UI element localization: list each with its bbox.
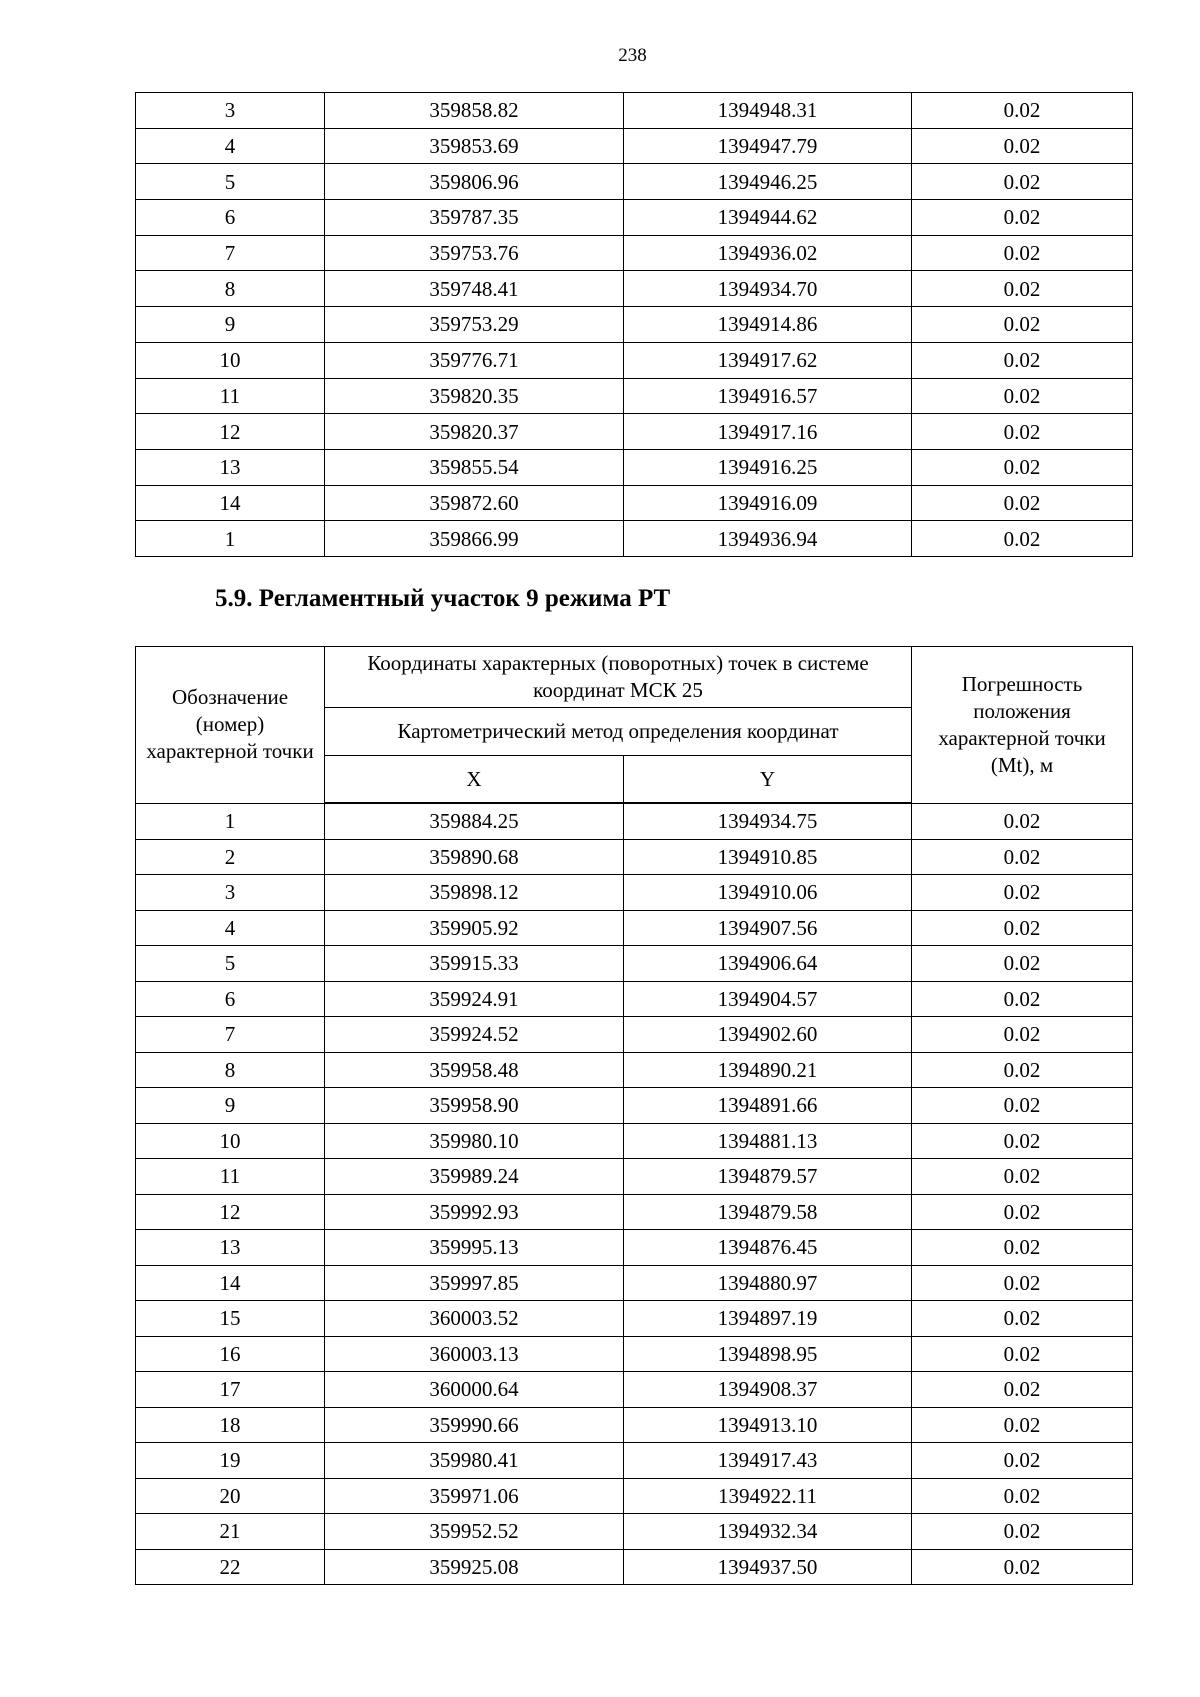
cell-point-number: 11 (136, 1159, 325, 1195)
cell-x: 359858.82 (325, 93, 624, 129)
cell-accuracy: 0.02 (912, 1549, 1133, 1585)
cell-x: 359905.92 (325, 910, 624, 946)
table-row (136, 378, 1133, 414)
cell-accuracy: 0.02 (912, 1372, 1133, 1408)
cell-y: 1394917.43 (624, 1443, 912, 1479)
cell-y: 1394879.57 (624, 1159, 912, 1195)
cell-x: 359958.90 (325, 1088, 624, 1124)
cell-point-number: 14 (136, 1265, 325, 1301)
cell-y: 1394917.16 (624, 414, 912, 450)
table-row (136, 307, 1133, 343)
cell-accuracy: 0.02 (912, 414, 1133, 450)
cell-accuracy: 0.02 (912, 307, 1133, 343)
cell-point-number: 1 (136, 803, 325, 839)
cell-y: 1394936.02 (624, 235, 912, 271)
cell-y: 1394946.25 (624, 164, 912, 200)
table-row (136, 1123, 1133, 1159)
cell-accuracy: 0.02 (912, 449, 1133, 485)
cell-accuracy: 0.02 (912, 200, 1133, 236)
cell-point-number: 22 (136, 1549, 325, 1585)
section-heading: 5.9. Регламентный участок 9 режима РТ (215, 585, 671, 612)
table-row (136, 521, 1133, 557)
cell-y: 1394936.94 (624, 521, 912, 557)
cell-point-number: 6 (136, 981, 325, 1017)
cell-point-number: 2 (136, 839, 325, 875)
table-row (136, 93, 1133, 129)
table-row (136, 1159, 1133, 1195)
header-y: Y (624, 756, 912, 804)
cell-point-number: 11 (136, 378, 325, 414)
cell-accuracy: 0.02 (912, 128, 1133, 164)
table-row (136, 803, 1133, 839)
cell-y: 1394910.06 (624, 875, 912, 911)
cell-x: 359995.13 (325, 1230, 624, 1266)
cell-accuracy: 0.02 (912, 1336, 1133, 1372)
cell-point-number: 3 (136, 93, 325, 129)
table-row (136, 875, 1133, 911)
cell-accuracy: 0.02 (912, 1478, 1133, 1514)
cell-x: 359958.48 (325, 1052, 624, 1088)
cell-x: 359925.08 (325, 1549, 624, 1585)
cell-y: 1394948.31 (624, 93, 912, 129)
table-row (136, 1336, 1133, 1372)
cell-point-number: 8 (136, 1052, 325, 1088)
table-row (136, 200, 1133, 236)
coordinates-table-continued (135, 92, 1133, 557)
cell-point-number: 13 (136, 1230, 325, 1266)
cell-y: 1394914.86 (624, 307, 912, 343)
cell-accuracy: 0.02 (912, 1194, 1133, 1230)
cell-y: 1394916.25 (624, 449, 912, 485)
cell-point-number: 5 (136, 164, 325, 200)
cell-x: 359980.10 (325, 1123, 624, 1159)
table-row (136, 1514, 1133, 1550)
table-row (136, 128, 1133, 164)
cell-x: 359992.93 (325, 1194, 624, 1230)
cell-y: 1394922.11 (624, 1478, 912, 1514)
cell-accuracy: 0.02 (912, 271, 1133, 307)
cell-x: 359989.24 (325, 1159, 624, 1195)
cell-point-number: 21 (136, 1514, 325, 1550)
cell-x: 359898.12 (325, 875, 624, 911)
cell-x: 359997.85 (325, 1265, 624, 1301)
cell-accuracy: 0.02 (912, 93, 1133, 129)
cell-point-number: 9 (136, 307, 325, 343)
cell-accuracy: 0.02 (912, 981, 1133, 1017)
cell-point-number: 7 (136, 1017, 325, 1053)
cell-point-number: 12 (136, 414, 325, 450)
cell-accuracy: 0.02 (912, 521, 1133, 557)
table-row (136, 1052, 1133, 1088)
page-number: 238 (618, 45, 647, 66)
cell-y: 1394906.64 (624, 946, 912, 982)
cell-accuracy: 0.02 (912, 235, 1133, 271)
cell-point-number: 1 (136, 521, 325, 557)
cell-point-number: 6 (136, 200, 325, 236)
cell-x: 359806.96 (325, 164, 624, 200)
table-row (136, 1230, 1133, 1266)
cell-accuracy: 0.02 (912, 342, 1133, 378)
cell-x: 359924.52 (325, 1017, 624, 1053)
cell-accuracy: 0.02 (912, 1443, 1133, 1479)
coordinates-table-continued-body (136, 93, 1133, 557)
cell-x: 359753.29 (325, 307, 624, 343)
table-row (136, 1478, 1133, 1514)
cell-accuracy: 0.02 (912, 1159, 1133, 1195)
cell-y: 1394913.10 (624, 1407, 912, 1443)
cell-x: 359915.33 (325, 946, 624, 982)
cell-x: 359853.69 (325, 128, 624, 164)
header-x: X (325, 756, 624, 804)
table-row (136, 342, 1133, 378)
cell-x: 359820.37 (325, 414, 624, 450)
cell-x: 360003.13 (325, 1336, 624, 1372)
cell-y: 1394916.57 (624, 378, 912, 414)
cell-point-number: 13 (136, 449, 325, 485)
cell-y: 1394880.97 (624, 1265, 912, 1301)
cell-accuracy: 0.02 (912, 910, 1133, 946)
cell-y: 1394907.56 (624, 910, 912, 946)
cell-accuracy: 0.02 (912, 1017, 1133, 1053)
cell-accuracy: 0.02 (912, 378, 1133, 414)
table-row (136, 1194, 1133, 1230)
cell-accuracy: 0.02 (912, 946, 1133, 982)
cell-x: 359872.60 (325, 485, 624, 521)
cell-point-number: 5 (136, 946, 325, 982)
coordinates-table (135, 646, 1133, 1585)
cell-y: 1394934.70 (624, 271, 912, 307)
cell-point-number: 8 (136, 271, 325, 307)
cell-x: 359753.76 (325, 235, 624, 271)
table-row (136, 1443, 1133, 1479)
cell-point-number: 3 (136, 875, 325, 911)
cell-x: 359971.06 (325, 1478, 624, 1514)
cell-x: 360000.64 (325, 1372, 624, 1408)
cell-x: 359776.71 (325, 342, 624, 378)
cell-x: 359952.52 (325, 1514, 624, 1550)
cell-accuracy: 0.02 (912, 1088, 1133, 1124)
cell-y: 1394937.50 (624, 1549, 912, 1585)
cell-accuracy: 0.02 (912, 1230, 1133, 1266)
cell-y: 1394910.85 (624, 839, 912, 875)
cell-point-number: 4 (136, 910, 325, 946)
cell-point-number: 16 (136, 1336, 325, 1372)
cell-point-number: 9 (136, 1088, 325, 1124)
cell-point-number: 4 (136, 128, 325, 164)
cell-point-number: 7 (136, 235, 325, 271)
cell-y: 1394891.66 (624, 1088, 912, 1124)
cell-y: 1394881.13 (624, 1123, 912, 1159)
cell-y: 1394916.09 (624, 485, 912, 521)
header-accuracy: Погрешность положения характерной точки (Mt), м (912, 647, 1133, 804)
table-row (136, 1372, 1133, 1408)
cell-accuracy: 0.02 (912, 1301, 1133, 1337)
coordinates-table-body (136, 803, 1133, 1585)
cell-point-number: 18 (136, 1407, 325, 1443)
table-row (136, 1265, 1133, 1301)
cell-point-number: 17 (136, 1372, 325, 1408)
cell-x: 359890.68 (325, 839, 624, 875)
cell-y: 1394876.45 (624, 1230, 912, 1266)
cell-y: 1394879.58 (624, 1194, 912, 1230)
table-row (136, 981, 1133, 1017)
cell-y: 1394902.60 (624, 1017, 912, 1053)
cell-accuracy: 0.02 (912, 1123, 1133, 1159)
cell-point-number: 10 (136, 1123, 325, 1159)
cell-x: 359748.41 (325, 271, 624, 307)
table-row (136, 1549, 1133, 1585)
coordinates-table-header (136, 647, 1133, 804)
cell-accuracy: 0.02 (912, 1514, 1133, 1550)
table-row (136, 164, 1133, 200)
cell-y: 1394917.62 (624, 342, 912, 378)
table-row (136, 910, 1133, 946)
cell-y: 1394897.19 (624, 1301, 912, 1337)
cell-point-number: 15 (136, 1301, 325, 1337)
cell-point-number: 14 (136, 485, 325, 521)
cell-accuracy: 0.02 (912, 1265, 1133, 1301)
cell-x: 359924.91 (325, 981, 624, 1017)
table-row (136, 485, 1133, 521)
cell-accuracy: 0.02 (912, 839, 1133, 875)
header-point-designation: Обозначение (номер) характерной точки (136, 647, 325, 804)
cell-y: 1394898.95 (624, 1336, 912, 1372)
table-row (136, 946, 1133, 982)
cell-accuracy: 0.02 (912, 1052, 1133, 1088)
cell-accuracy: 0.02 (912, 1407, 1133, 1443)
table-row (136, 235, 1133, 271)
cell-x: 360003.52 (325, 1301, 624, 1337)
header-coordinates-title: Координаты характерных (поворотных) точек в системе координат МСК 25 (325, 647, 912, 708)
cell-y: 1394890.21 (624, 1052, 912, 1088)
cell-point-number: 10 (136, 342, 325, 378)
table-row (136, 414, 1133, 450)
cell-y: 1394934.75 (624, 803, 912, 839)
cell-point-number: 20 (136, 1478, 325, 1514)
cell-x: 359855.54 (325, 449, 624, 485)
cell-x: 359884.25 (325, 803, 624, 839)
cell-point-number: 12 (136, 1194, 325, 1230)
cell-accuracy: 0.02 (912, 485, 1133, 521)
cell-accuracy: 0.02 (912, 875, 1133, 911)
cell-point-number: 19 (136, 1443, 325, 1479)
table-row (136, 449, 1133, 485)
cell-x: 359866.99 (325, 521, 624, 557)
table-row (136, 1301, 1133, 1337)
table-row (136, 271, 1133, 307)
cell-x: 359980.41 (325, 1443, 624, 1479)
cell-y: 1394908.37 (624, 1372, 912, 1408)
table-row (136, 1017, 1133, 1053)
table-row (136, 1088, 1133, 1124)
table-row (136, 1407, 1133, 1443)
table-row (136, 839, 1133, 875)
cell-y: 1394944.62 (624, 200, 912, 236)
cell-x: 359820.35 (325, 378, 624, 414)
cell-accuracy: 0.02 (912, 164, 1133, 200)
cell-x: 359787.35 (325, 200, 624, 236)
cell-y: 1394904.57 (624, 981, 912, 1017)
cell-x: 359990.66 (325, 1407, 624, 1443)
cell-accuracy: 0.02 (912, 803, 1133, 839)
cell-y: 1394947.79 (624, 128, 912, 164)
cell-y: 1394932.34 (624, 1514, 912, 1550)
header-method: Картометрический метод определения координат (325, 708, 912, 756)
